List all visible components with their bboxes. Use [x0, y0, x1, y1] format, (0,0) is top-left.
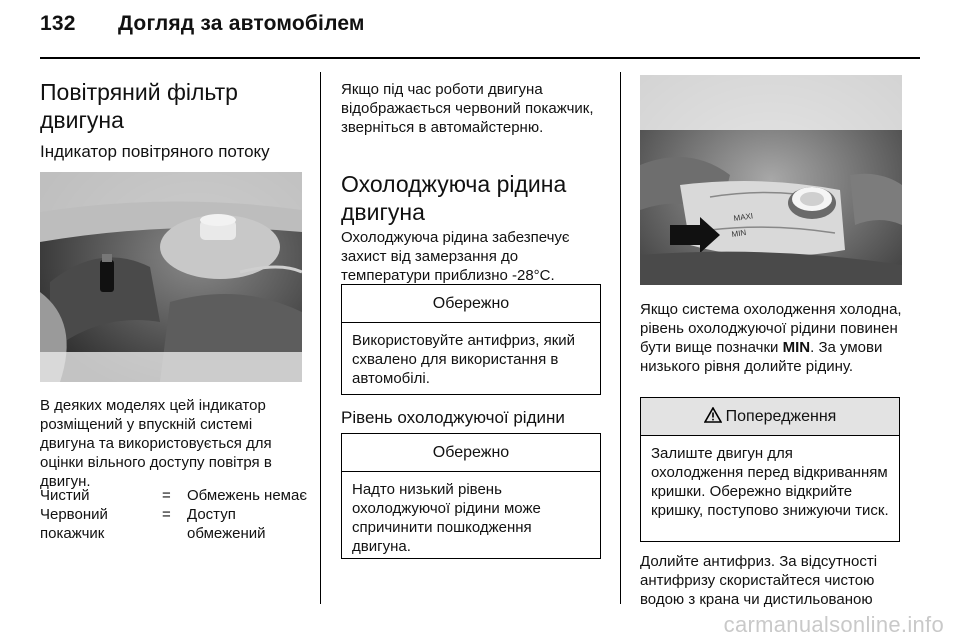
subheading-coolant-level: Рівень охолоджуючої рідини [341, 408, 565, 427]
legend-equals: = [162, 506, 171, 523]
page-number: 132 [40, 12, 76, 35]
warning-title: Попередження [725, 408, 837, 425]
page-header [40, 12, 365, 36]
min-mark-label: MIN [782, 339, 811, 356]
coolant-paragraph: Охолоджуюча рідина забезпечує захист від замерзання до температури приблизно -28°C. [341, 229, 570, 284]
antifreeze-top-up-paragraph: Долийте антифриз. За відсутності антифризу скористайтеся чистою водою з крана чи дистильованою [640, 553, 878, 608]
column-divider-left [320, 72, 321, 604]
maxi-label: MAXI [733, 211, 754, 223]
caution-box-antifreeze [341, 284, 601, 395]
min-label: MIN [731, 228, 747, 239]
air-filter-paragraph: В деяких моделях цей індикатор розміщений у впускній системі двигуна та використовується для оцінки вільного доступу повітря в двигун. [40, 397, 272, 490]
watermark: carmanualsonline.info [723, 612, 944, 637]
coolant-level-text-post: . За умови низького рівня долийте рідину. [640, 339, 883, 375]
caution-title: Обережно [342, 434, 600, 472]
legend-row-red [40, 505, 310, 543]
legend-row-clean [40, 486, 310, 505]
legend-term: Червоний покажчик [40, 506, 108, 542]
caution-box-low-level [341, 433, 601, 559]
indicator-legend [40, 486, 310, 543]
legend-description: Обмежень немає [187, 487, 307, 504]
coolant-level-text-pre: Якщо система охолодження холодна, рівень охолоджуючої рідини повинен бути вище позначки [640, 301, 902, 356]
coolant-reservoir-photo [640, 75, 902, 285]
caution-title: Обережно [342, 285, 600, 323]
column-divider-right [620, 72, 621, 604]
coolant-level-paragraph [640, 300, 905, 376]
section-heading-air-filter: Повітряний фільтр двигуна [40, 79, 238, 133]
section-heading-coolant: Охолоджуюча рідина двигуна [341, 171, 567, 225]
header-rule [40, 57, 920, 59]
caution-text: Використовуйте антифриз, який схвалено для використання в автомобілі. [352, 332, 576, 387]
subheading-airflow-indicator: Індикатор повітряного потоку [40, 142, 270, 161]
warning-text: Залиште двигун для охолодження перед відкриванням кришки. Обережно відкрийте кришку, поступово знижуючи тиск. [651, 445, 889, 519]
warning-box-hot-engine [640, 397, 900, 542]
red-indicator-paragraph: Якщо під час роботи двигуна відображається червоний покажчик, зверніться в автомайстерню. [341, 81, 594, 136]
caution-text: Надто низький рівень охолоджуючої рідини може спричинити пошкодження двигуна. [352, 481, 541, 555]
warning-triangle-icon [704, 398, 722, 436]
warning-title-bar [641, 398, 899, 436]
legend-term: Чистий [40, 487, 90, 504]
engine-air-filter-photo [40, 172, 302, 382]
legend-description: Доступ обмежений [187, 506, 266, 542]
legend-equals: = [162, 487, 171, 504]
page-title: Догляд за автомобілем [118, 12, 365, 35]
